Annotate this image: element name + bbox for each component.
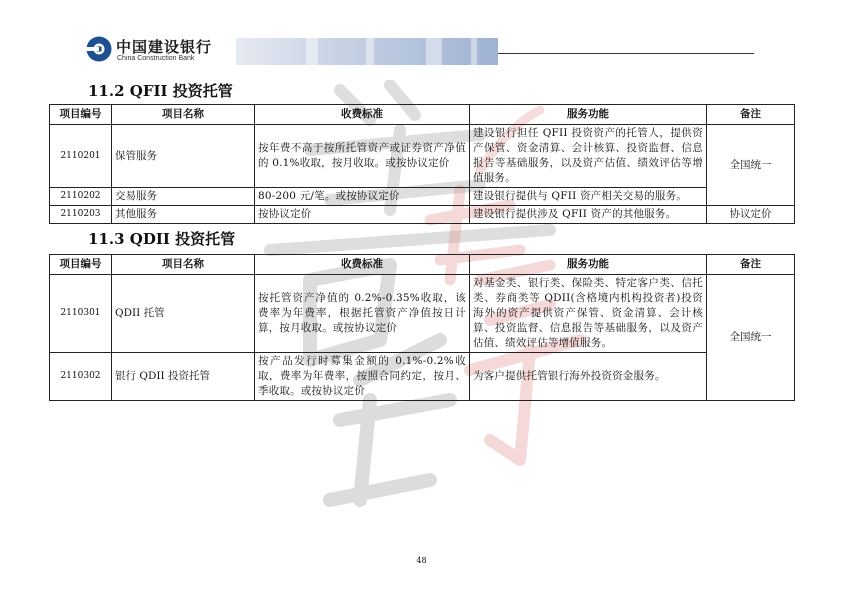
item-name: QDII 托管: [112, 275, 255, 353]
item-code: 2110202: [50, 188, 112, 206]
table-row: [50, 353, 795, 401]
section-title-qdii: 11.3 QDII 投资托管: [88, 230, 236, 248]
col-header-code: 项目编号: [50, 255, 112, 275]
item-service: 建设银行担任 QFII 投资资产的托管人，提供资产保管、资金清算、会计核算、投资监督、信息报告等基础服务，以及资产估值、绩效评估等增值服务。: [470, 125, 707, 188]
section-title-qfii: 11.2 QFII 投资托管: [88, 82, 233, 100]
item-service: 对基金类、银行类、保险类、特定客户类、信托类、券商类等 QDII(含格境内机构投资者)投资海外的资产提供资产保管、资金清算、会计核算、投资监督、信息报告等基础服务，以及资产估值、绩效评估等增值服务。: [470, 275, 707, 353]
item-fee: 按协议定价: [255, 206, 470, 224]
table-row: [50, 125, 795, 188]
qdii-fee-table: [49, 254, 795, 401]
item-note: 全国统一: [707, 275, 795, 401]
item-name: 交易服务: [112, 188, 255, 206]
col-header-code: 项目编号: [50, 105, 112, 125]
item-fee: 按托管资产净值的 0.2%-0.35%收取，该费率为年费率，根据托管资产净值按日计算，按月收取。或按协议定价: [255, 275, 470, 353]
item-name: 保管服务: [112, 125, 255, 188]
ccb-logo: [86, 36, 236, 66]
bank-name-cn: 中国建设银行: [116, 38, 213, 56]
col-header-note: 备注: [707, 105, 795, 125]
page-number: 48: [416, 556, 427, 565]
item-service: 建设银行提供涉及 QFII 资产的其他服务。: [470, 206, 707, 224]
item-name: 银行 QDII 投资托管: [112, 353, 255, 401]
item-service: 为客户提供托管银行海外投资资金服务。: [470, 353, 707, 401]
item-fee: 80-200 元/笔。或按协议定价: [255, 188, 470, 206]
ccb-logo-icon: [86, 36, 112, 62]
bank-name-en: China Construction Bank: [117, 55, 195, 62]
table-row: [50, 188, 795, 206]
item-service: 建设银行提供与 QFII 资产相关交易的服务。: [470, 188, 707, 206]
item-name: 其他服务: [112, 206, 255, 224]
col-header-note: 备注: [707, 255, 795, 275]
item-code: 2110203: [50, 206, 112, 224]
item-code: 2110201: [50, 125, 112, 188]
item-fee: 按产品发行时募集金额的 0.1%-0.2%收取，费率为年费率，按照合同约定，按月、季收取。或按协议定价: [255, 353, 470, 401]
item-note: 全国统一: [707, 125, 795, 206]
item-code: 2110302: [50, 353, 112, 401]
col-header-service: 服务功能: [470, 105, 707, 125]
col-header-service: 服务功能: [470, 255, 707, 275]
table-header-row: [50, 105, 795, 125]
header-rule: [498, 53, 754, 54]
col-header-fee: 收费标准: [255, 255, 470, 275]
header-banner: [236, 38, 498, 65]
qfii-fee-table: [49, 104, 795, 224]
item-fee: 按年费不高于按所托管资产或证券资产净值的 0.1%收取，按月收取。或按协议定价: [255, 125, 470, 188]
table-row: [50, 275, 795, 353]
col-header-fee: 收费标准: [255, 105, 470, 125]
col-header-name: 项目名称: [112, 105, 255, 125]
col-header-name: 项目名称: [112, 255, 255, 275]
table-header-row: [50, 255, 795, 275]
item-note: 协议定价: [707, 206, 795, 224]
table-row: [50, 206, 795, 224]
item-code: 2110301: [50, 275, 112, 353]
